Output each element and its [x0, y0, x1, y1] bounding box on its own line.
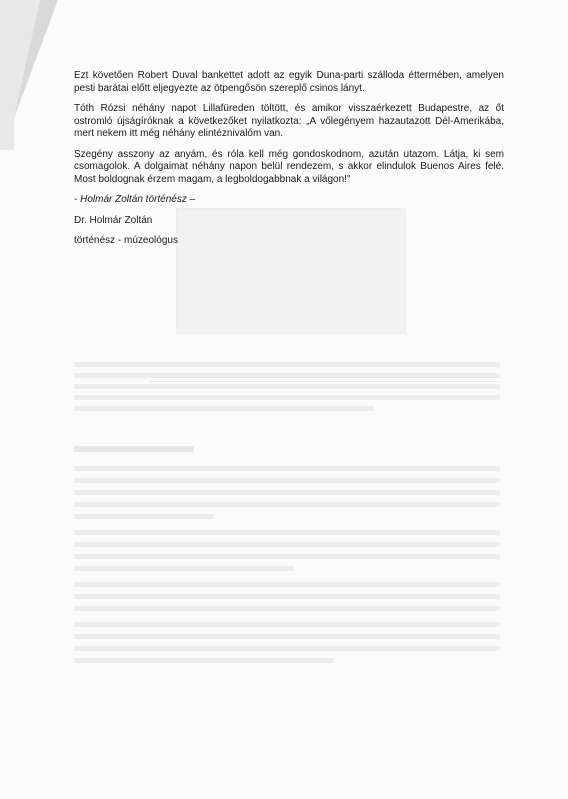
signature-italic: - Holmár Zoltán történész –	[74, 194, 196, 205]
bleed-through-line	[74, 395, 500, 400]
bleed-through-line	[74, 594, 500, 599]
bleed-through-line	[74, 514, 214, 519]
bleed-through-line	[74, 406, 374, 411]
bleed-through-line	[74, 466, 500, 471]
bleed-through-line	[74, 554, 500, 559]
bleed-through-line	[74, 502, 500, 507]
bleed-through-line	[74, 582, 500, 587]
paragraph: Tóth Rózsi néhány napot Lillafüreden töltött, és amikor visszaérkezett Budapestre, az őt ostromló újságíróknak a következőket nyilatkozta: „A vőlegényem hazautazott Dél-Amerikába, mert nekem itt még néhány elintéznivalóm van.	[74, 103, 504, 139]
author-name: Dr. Holmár Zoltán	[74, 214, 153, 226]
bleed-through-line	[74, 606, 500, 611]
bleed-through-line	[74, 634, 500, 639]
bleed-through-line	[74, 566, 294, 571]
crease-line	[150, 381, 500, 382]
bleed-through-line	[74, 362, 500, 367]
bleed-through-line	[74, 622, 500, 627]
bleed-through-line	[74, 373, 500, 378]
bleed-through-line	[74, 542, 500, 547]
author-title: történész - múzeológus	[74, 235, 178, 246]
bleed-through-line	[74, 478, 500, 483]
bleed-through-line	[74, 490, 500, 495]
article-text	[74, 70, 504, 256]
bleed-through-line	[74, 646, 500, 651]
bleed-through-line	[74, 384, 500, 389]
paragraph: Szegény asszony az anyám, és róla kell még gondoskodnom, azután utazom. Látja, ki sem csomagolok. A dolgaimat néhány napon belül rendezem, s akkor elindulok Buenos Aires felé. Most boldognak érzem magam, a legboldogabbnak a világon!"	[74, 148, 504, 185]
bleed-through-line	[74, 658, 334, 663]
bleed-through-line	[74, 530, 500, 535]
bleed-through-heading	[74, 446, 194, 452]
paragraph: Ezt követően Robert Duval bankettet adott az egyik Duna-parti szálloda éttermében, amelyen pesti barátai előtt eljegyezte az ötpengősön szereplő csinos lányt.	[74, 70, 504, 94]
